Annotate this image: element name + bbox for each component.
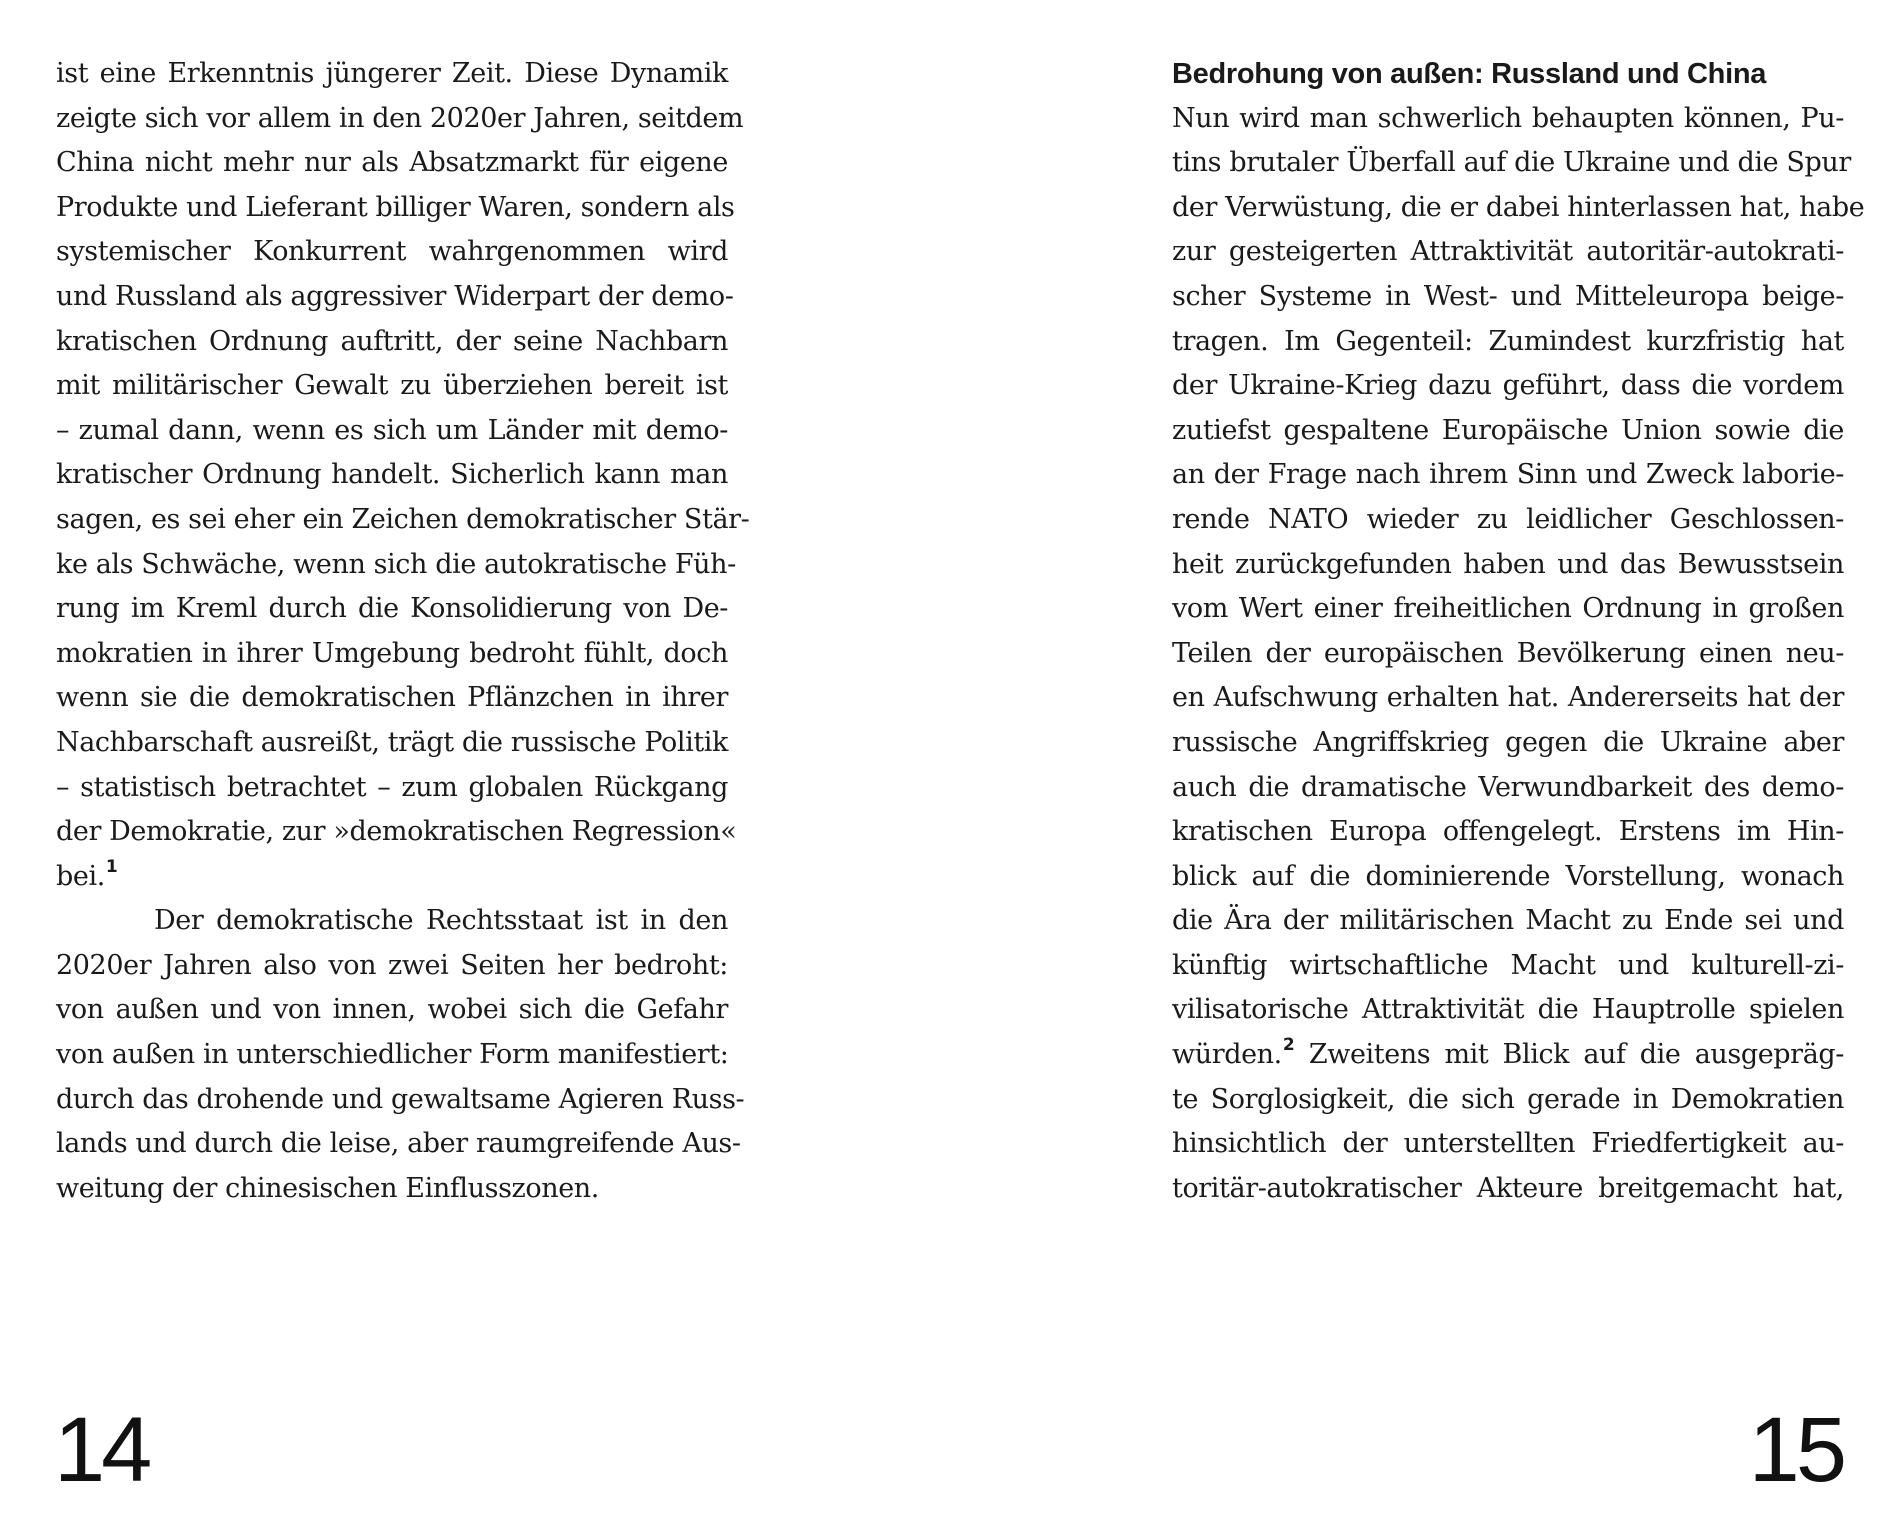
footnote-marker[interactable]: 2 — [1282, 1035, 1295, 1056]
paragraph-end-text: bei. — [56, 860, 105, 892]
left-text-column — [56, 52, 750, 1211]
text-line: kratischer Ordnung handelt. Sicherlich kann man — [56, 459, 728, 491]
text-line: russische Angriffskrieg gegen die Ukraine aber — [1172, 726, 1844, 758]
text-line-indented: Der demokratische Rechtsstaat ist in den — [154, 905, 728, 937]
text-line-with-footnote — [56, 855, 728, 900]
page-number: 14 — [54, 1399, 149, 1501]
text-line: rende NATO wieder zu leidlicher Geschlossen- — [1172, 503, 1844, 535]
text-line: scher Systeme in West- und Mitteleuropa beige- — [1172, 280, 1844, 312]
text-line: lands und durch die leise, aber raumgreifende Aus- — [56, 1128, 741, 1160]
text-line: systemischer Konkurrent wahrgenommen wird — [56, 236, 728, 268]
text-line: weitung der chinesischen Einflusszonen. — [56, 1172, 599, 1204]
text-line: kratischen Europa offengelegt. Erstens im Hin- — [1172, 816, 1844, 848]
text-line: te Sorglosigkeit, die sich gerade in Demokratien — [1172, 1083, 1844, 1115]
text-line: ist eine Erkenntnis jüngerer Zeit. Diese Dynamik — [56, 58, 728, 89]
text-line: hinsichtlich der unterstellten Friedfertigkeit au- — [1172, 1128, 1844, 1160]
text-line: und Russland als aggressiver Widerpart der demo- — [56, 280, 734, 312]
text-line-with-footnote — [1172, 1033, 1844, 1078]
text-line: Produkte und Lieferant billiger Waren, sondern als — [56, 191, 735, 223]
text-line: an der Frage nach ihrem Sinn und Zweck laborie- — [1172, 459, 1844, 491]
text-line: zur gesteigerten Attraktivität autoritär-autokrati- — [1172, 236, 1844, 268]
text-line: tragen. Im Gegenteil: Zumindest kurzfristig hat — [1172, 325, 1844, 357]
text-line: die Ära der militärischen Macht zu Ende sei und — [1172, 905, 1844, 937]
text-line: tins brutaler Überfall auf die Ukraine und die Spur — [1172, 147, 1851, 179]
text-line: der Ukraine-Krieg dazu geführt, dass die vordem — [1172, 370, 1844, 402]
text-line: China nicht mehr nur als Absatzmarkt für eigene — [56, 147, 728, 179]
right-text-column — [1172, 52, 1865, 1211]
text-line: von außen in unterschiedlicher Form manifestiert: — [56, 1039, 729, 1071]
section-heading: Bedrohung von außen: Russland und China — [1172, 58, 1767, 90]
text-line: von außen und von innen, wobei sich die Gefahr — [56, 994, 728, 1026]
text-after-footnote: Zweitens mit Blick auf die ausgepräg- — [1294, 1039, 1844, 1071]
text-line: – zumal dann, wenn es sich um Länder mit demo- — [56, 414, 728, 446]
text-line: en Aufschwung erhalten hat. Andererseits hat der — [1172, 682, 1844, 714]
text-line: vilisatorische Attraktivität die Hauptrolle spielen — [1172, 994, 1844, 1026]
text-line: mit militärischer Gewalt zu überziehen bereit ist — [56, 370, 728, 402]
text-line: auch die dramatische Verwundbarkeit des demo- — [1172, 771, 1844, 803]
text-line: blick auf die dominierende Vorstellung, wonach — [1172, 860, 1844, 892]
footnote-marker[interactable]: 1 — [105, 856, 118, 877]
text-line: der Demokratie, zur »demokratischen Regression« — [56, 816, 737, 848]
text-line: Nun wird man schwerlich behaupten können, Pu- — [1172, 102, 1844, 134]
text-before-footnote: würden. — [1172, 1039, 1282, 1071]
text-line: zutiefst gespaltene Europäische Union sowie die — [1172, 414, 1844, 446]
text-line: – statistisch betrachtet – zum globalen Rückgang — [56, 771, 728, 803]
text-line: wenn sie die demokratischen Pflänzchen in ihrer — [56, 682, 728, 714]
page-number: 15 — [1748, 1399, 1843, 1501]
text-line: 2020er Jahren also von zwei Seiten her bedroht: — [56, 949, 728, 981]
text-line: durch das drohende und gewaltsame Agieren Russ- — [56, 1083, 745, 1115]
text-line: künftig wirtschaftliche Macht und kulturell-zi- — [1172, 949, 1844, 981]
text-line: vom Wert einer freiheitlichen Ordnung in großen — [1172, 593, 1844, 625]
text-line: Nachbarschaft ausreißt, trägt die russische Politik — [56, 726, 728, 758]
right-page — [945, 0, 1890, 1536]
text-line: rung im Kreml durch die Konsolidierung von De- — [56, 593, 728, 625]
text-line: toritär-autokratischer Akteure breitgemacht hat, — [1172, 1172, 1844, 1204]
text-line: sagen, es sei eher ein Zeichen demokratischer Stär- — [56, 503, 750, 535]
text-line: ke als Schwäche, wenn sich die autokratische Füh- — [56, 548, 736, 580]
text-line: Teilen der europäischen Bevölkerung einen neu- — [1172, 637, 1844, 669]
text-line: heit zurückgefunden haben und das Bewusstsein — [1172, 548, 1844, 580]
text-line: kratischen Ordnung auftritt, der seine Nachbarn — [56, 325, 728, 357]
text-line: mokratien in ihrer Umgebung bedroht fühlt, doch — [56, 637, 728, 669]
text-line: der Verwüstung, die er dabei hinterlassen hat, habe — [1172, 191, 1865, 223]
text-line: zeigte sich vor allem in den 2020er Jahren, seitdem — [56, 102, 744, 134]
